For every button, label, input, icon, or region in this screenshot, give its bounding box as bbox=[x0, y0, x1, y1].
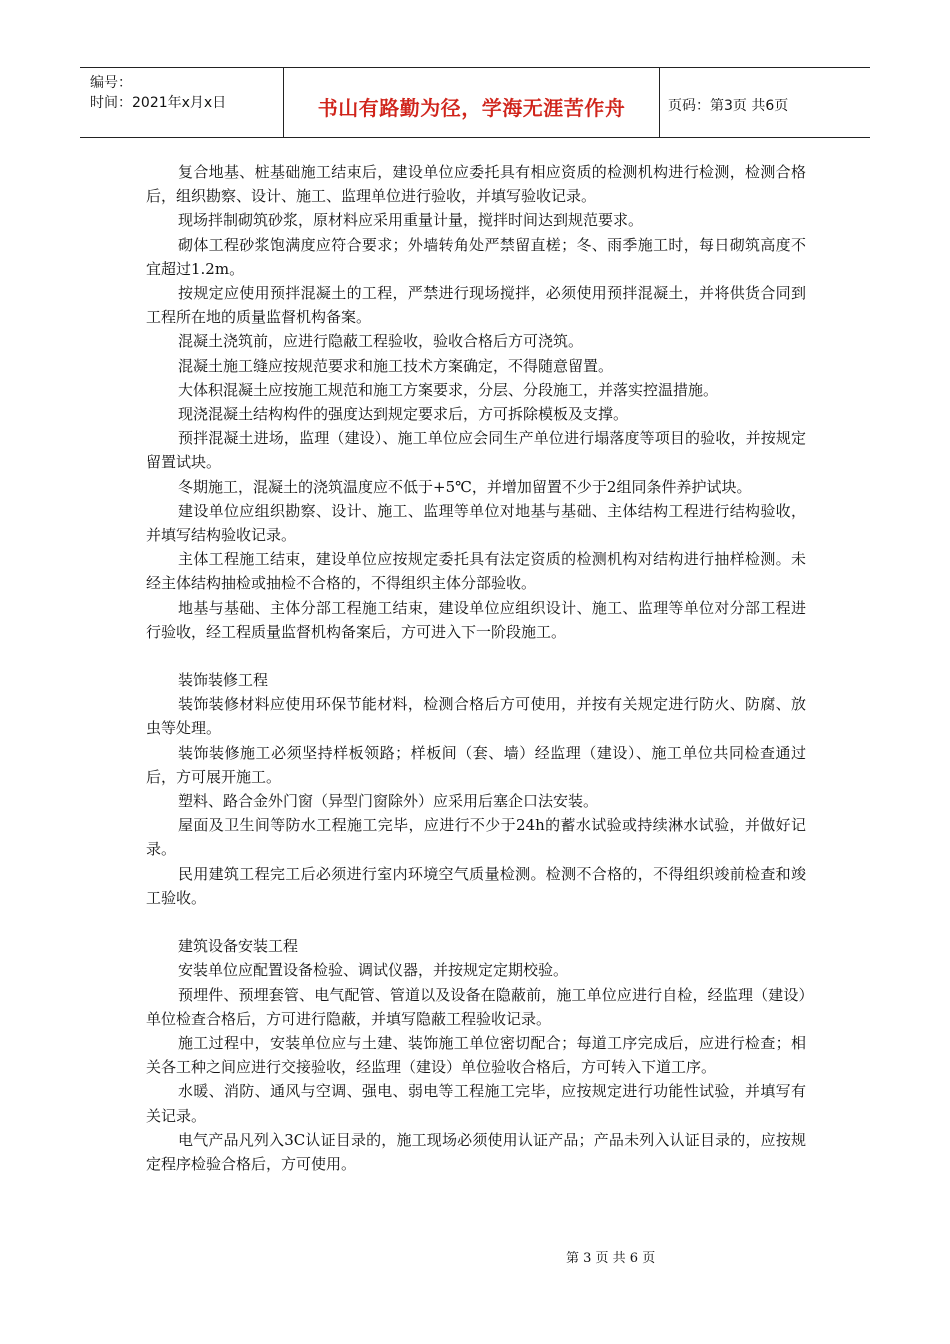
paragraph: 现场拌制砌筑砂浆，原材料应采用重量计量，搅拌时间达到规范要求。 bbox=[178, 211, 644, 230]
header-motto-cell bbox=[284, 68, 660, 137]
paragraph: 混凝土浇筑前，应进行隐蔽工程验收，验收合格后方可浇筑。 bbox=[178, 332, 584, 351]
date-label: 时间：2021年x月x日 bbox=[90, 95, 227, 111]
paragraph: 复合地基、桩基础施工结束后，建设单位应委托具有相应资质的检测机构进行检测，检测合格后，组织勘察、设计、施工、监理单位进行验收，并填写验收记录。 bbox=[146, 163, 806, 206]
paragraph: 施工过程中，安装单位应与土建、装饰施工单位密切配合；每道工序完成后，应进行检查；相关各工种之间应进行交接验收，经监理（建设）单位验收合格后，方可转入下道工序。 bbox=[146, 1033, 806, 1077]
paragraph: 主体工程施工结束，建设单位应按规定委托具有法定资质的检测机构对结构进行抽样检测。未经主体结构抽检或抽检不合格的，不得组织主体分部验收。 bbox=[146, 550, 806, 593]
header-page-cell bbox=[660, 68, 870, 137]
serial-number-label: 编号： bbox=[90, 75, 132, 91]
paragraph: 大体积混凝土应按施工规范和施工方案要求，分层、分段施工，并落实控温措施。 bbox=[178, 380, 719, 399]
section-heading-decoration: 装饰装修工程 bbox=[178, 671, 269, 690]
paragraph: 安装单位应配置设备检验、调试仪器，并按规定定期校验。 bbox=[178, 961, 569, 980]
paragraph: 屋面及卫生间等防水工程施工完毕，应进行不少于24h的蓄水试验或持续淋水试验，并做好记录。 bbox=[146, 816, 806, 859]
header-page-info: 页码：第3页 共6页 bbox=[668, 98, 789, 114]
header-meta-cell bbox=[80, 68, 284, 137]
paragraph: 砌体工程砂浆饱满度应符合要求；外墙转角处严禁留直槎；冬、雨季施工时，每日砌筑高度不宜超过1.2m。 bbox=[146, 235, 806, 278]
paragraph: 建设单位应组织勘察、设计、施工、监理等单位对地基与基础、主体结构工程进行结构验收，并填写结构验收记录。 bbox=[146, 501, 806, 545]
paragraph: 地基与基础、主体分部工程施工结束，建设单位应组织设计、施工、监理等单位对分部工程进行验收，经工程质量监督机构备案后，方可进入下一阶段施工。 bbox=[146, 598, 806, 641]
paragraph: 现浇混凝土结构构件的强度达到规定要求后，方可拆除模板及支撑。 bbox=[178, 405, 629, 424]
paragraph: 装饰装修施工必须坚持样板领路；样板间（套、墙）经监理（建设）、施工单位共同检查通过后，方可展开施工。 bbox=[146, 743, 806, 786]
document-body bbox=[146, 160, 806, 1176]
section-heading-equipment: 建筑设备安装工程 bbox=[178, 937, 299, 956]
paragraph: 电气产品凡列入3C认证目录的，施工现场必须使用认证产品；产品未列入认证目录的，应按规定程序检验合格后，方可使用。 bbox=[146, 1130, 806, 1173]
paragraph: 装饰装修材料应使用环保节能材料，检测合格后方可使用，并按有关规定进行防火、防腐、放虫等处理。 bbox=[146, 695, 806, 738]
paragraph: 预埋件、预埋套管、电气配管、管道以及设备在隐蔽前，施工单位应进行自检，经监理（建设）单位检查合格后，方可进行隐蔽，并填写隐蔽工程验收记录。 bbox=[146, 985, 806, 1028]
footer-page-number: 第 3 页 共 6 页 bbox=[566, 1251, 656, 1266]
header-motto: 书山有路勤为径，学海无涯苦作舟 bbox=[317, 96, 626, 120]
paragraph: 塑料、路合金外门窗（异型门窗除外）应采用后塞企口法安装。 bbox=[178, 792, 599, 811]
paragraph: 混凝土施工缝应按规范要求和施工技术方案确定，不得随意留置。 bbox=[178, 356, 614, 375]
paragraph: 冬期施工，混凝土的浇筑温度应不低于+5℃，并增加留置不少于2组同条件养护试块。 bbox=[178, 477, 752, 496]
paragraph: 水暖、消防、通风与空调、强电、弱电等工程施工完毕，应按规定进行功能性试验，并填写有关记录。 bbox=[146, 1082, 806, 1125]
section-spacer bbox=[146, 644, 806, 668]
paragraph: 按规定应使用预拌混凝土的工程，严禁进行现场搅拌，必须使用预拌混凝土，并将供货合同到工程所在地的质量监督机构备案。 bbox=[146, 284, 806, 327]
paragraph: 民用建筑工程完工后必须进行室内环境空气质量检测。检测不合格的，不得组织竣前检查和竣工验收。 bbox=[146, 864, 806, 907]
section-spacer bbox=[146, 910, 806, 934]
document-header bbox=[80, 67, 870, 138]
paragraph: 预拌混凝土进场，监理（建设）、施工单位应会同生产单位进行塌落度等项目的验收，并按规定留置试块。 bbox=[146, 429, 806, 472]
